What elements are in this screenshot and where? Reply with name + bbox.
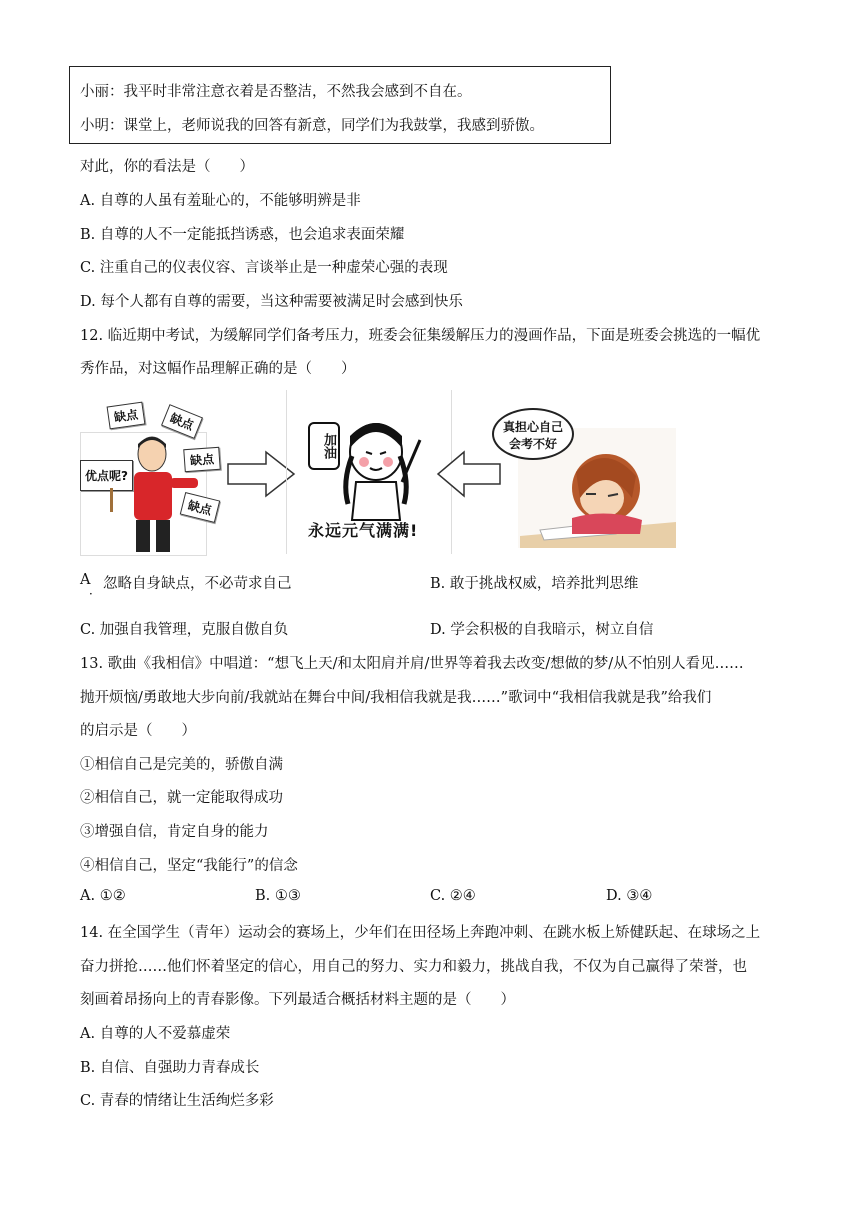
speech-bubble-line1: 真担心自己 [502, 420, 563, 434]
q12-option-a: 忽略自身缺点，不必苛求自己 [103, 576, 292, 592]
q11-option-d: D. 每个人都有自尊的需要，当这种需要被满足时会感到快乐 [80, 294, 463, 310]
q13-question-line3: 的启示是（ ） [80, 723, 196, 739]
sign-merits: 优点呢? [80, 460, 133, 491]
q12-question-line1: 12. 临近期中考试，为缓解同学们备考压力，班委会征集缓解压力的漫画作品，下面是班委会挑选的一幅优 [80, 328, 761, 344]
q12-option-a-letter: A [80, 572, 91, 588]
q11-prompt: 对此，你的看法是（ ） [80, 159, 254, 175]
q14-question-line3: 刻画着昂扬向上的青春影像。下列最适合概括材料主题的是（ ） [80, 992, 515, 1008]
q13-item-1: ①相信自己是完美的，骄傲自满 [80, 757, 283, 773]
q12-option-d: D. 学会积极的自我暗示，树立自信 [430, 622, 654, 638]
q12-question-line2: 秀作品，对这幅作品理解正确的是（ ） [80, 361, 356, 377]
q13-option-d: D. ③④ [606, 888, 653, 904]
q14-option-c: C. 青春的情绪让生活绚烂多彩 [80, 1093, 274, 1109]
q13-item-2: ②相信自己，就一定能取得成功 [80, 790, 283, 806]
q13-item-3: ③增强自信，肯定自身的能力 [80, 824, 269, 840]
worried-girl [520, 442, 676, 548]
sign-defect-4: 缺点 [180, 492, 221, 523]
q14-question-line1: 14. 在全国学生（青年）运动会的赛场上，少年们在田径场上奔跑冲刺、在跳水板上矫健跃起、在球场之上 [80, 925, 761, 941]
q13-option-c: C. ②④ [430, 888, 476, 904]
q11-option-b: B. 自尊的人不一定能抵挡诱惑，也会追求表面荣耀 [80, 227, 405, 243]
q11-option-a: A. 自尊的人虽有羞耻心的，不能够明辨是非 [80, 193, 361, 209]
cheering-girl [330, 412, 430, 522]
q12-option-b: B. 敢于挑战权威，培养批判思维 [430, 576, 639, 592]
q13-question-line2: 抛开烦恼/勇敢地大步向前/我就站在舞台中间/我相信我就是我……”歌词中“我相信我就是我”给我们 [80, 690, 712, 706]
speech-bubble-line2: 会考不好 [508, 437, 557, 451]
sign-defect-3: 缺点 [183, 447, 221, 472]
arrow-left-icon [436, 450, 502, 498]
sign-defect-1: 缺点 [107, 402, 146, 430]
q14-question-line2: 奋力拼抢……他们怀着坚定的信心，用自己的努力、实力和毅力，挑战自我，不仅为自己赢得了荣誉，也 [80, 959, 747, 975]
q12-option-a-dot: ． [89, 583, 102, 597]
q14-option-a: A. 自尊的人不爱慕虚荣 [80, 1026, 231, 1042]
q13-option-b: B. ①③ [255, 888, 301, 904]
q13-item-4: ④相信自己，坚定“我能行”的信念 [80, 858, 298, 874]
q14-option-b: B. 自信、自强助力青春成长 [80, 1060, 260, 1076]
quote-xiaoli: 小丽：我平时非常注意衣着是否整洁，不然我会感到不自在。 [80, 84, 472, 100]
q13-option-a: A. ①② [80, 888, 126, 904]
sign-defect-2: 缺点 [161, 404, 203, 439]
quote-xiaoming: 小明：课堂上，老师说我的回答有新意，同学们为我鼓掌，我感到骄傲。 [80, 118, 544, 134]
q11-option-c: C. 注重自己的仪表仪容、言谈举止是一种虚荣心强的表现 [80, 260, 448, 276]
comic-image [80, 390, 680, 555]
q12-option-c: C. 加强自我管理，克服自傲自负 [80, 622, 289, 638]
comic-slogan: 永远元气满满! [308, 521, 419, 540]
q13-question-line1: 13. 歌曲《我相信》中唱道：“想飞上天/和太阳肩并肩/世界等着我去改变/想做的梦/从不怕别人看见…… [80, 656, 744, 672]
jiayou-badge: 加油 [308, 422, 340, 470]
sign-pole [110, 488, 113, 512]
